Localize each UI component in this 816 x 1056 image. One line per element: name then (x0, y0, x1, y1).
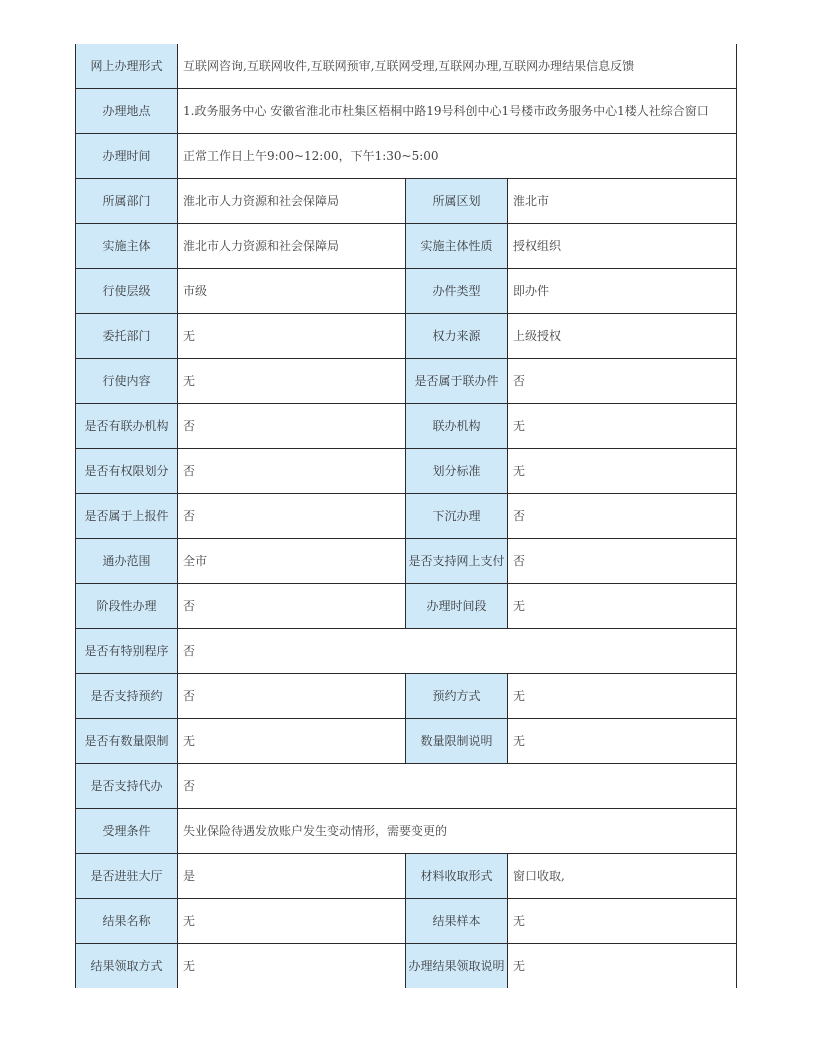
quantity-limit-value: 无 (178, 718, 406, 763)
table-row (76, 853, 737, 898)
region-label: 所属区划 (406, 178, 508, 223)
condition-label: 受理条件 (76, 808, 178, 853)
entrusted-value: 无 (178, 313, 406, 358)
joint-case-label: 是否属于联办件 (406, 358, 508, 403)
table-row (76, 448, 737, 493)
time-period-label: 办理时间段 (406, 583, 508, 628)
result-pickup-note-label: 办理结果领取说明 (406, 943, 508, 988)
sink-value: 否 (508, 493, 737, 538)
case-type-label: 办件类型 (406, 268, 508, 313)
region-value: 淮北市 (508, 178, 737, 223)
appointment-method-label: 预约方式 (406, 673, 508, 718)
result-pickup-value: 无 (178, 943, 406, 988)
power-source-label: 权力来源 (406, 313, 508, 358)
table-row (76, 583, 737, 628)
division-flag-value: 否 (178, 448, 406, 493)
power-source-value: 上级授权 (508, 313, 737, 358)
online-payment-value: 否 (508, 538, 737, 583)
appointment-method-value: 无 (508, 673, 737, 718)
time-period-value: 无 (508, 583, 737, 628)
table-row (76, 898, 737, 943)
table-row (76, 673, 737, 718)
proxy-label: 是否支持代办 (76, 763, 178, 808)
subject-nature-label: 实施主体性质 (406, 223, 508, 268)
location-label: 办理地点 (76, 88, 178, 133)
result-name-value: 无 (178, 898, 406, 943)
report-label: 是否属于上报件 (76, 493, 178, 538)
proxy-value: 否 (178, 763, 737, 808)
quantity-note-label: 数量限制说明 (406, 718, 508, 763)
division-flag-label: 是否有权限划分 (76, 448, 178, 493)
joint-case-value: 否 (508, 358, 737, 403)
table-row (76, 268, 737, 313)
scope-label: 通办范围 (76, 538, 178, 583)
table-row (76, 493, 737, 538)
table-row (76, 178, 737, 223)
quantity-limit-label: 是否有数量限制 (76, 718, 178, 763)
table-row (76, 313, 737, 358)
report-value: 否 (178, 493, 406, 538)
appointment-value: 否 (178, 673, 406, 718)
result-sample-value: 无 (508, 898, 737, 943)
table-row (76, 223, 737, 268)
result-pickup-label: 结果领取方式 (76, 943, 178, 988)
table-row (76, 538, 737, 583)
department-value: 淮北市人力资源和社会保障局 (178, 178, 406, 223)
phased-value: 否 (178, 583, 406, 628)
online-form-value: 互联网咨询,互联网收件,互联网预审,互联网受理,互联网办理,互联网办理结果信息反馈 (178, 44, 737, 88)
hours-label: 办理时间 (76, 133, 178, 178)
appointment-label: 是否支持预约 (76, 673, 178, 718)
subject-value: 淮北市人力资源和社会保障局 (178, 223, 406, 268)
level-label: 行使层级 (76, 268, 178, 313)
content-value: 无 (178, 358, 406, 403)
table-row (76, 403, 737, 448)
special-procedure-label: 是否有特别程序 (76, 628, 178, 673)
result-pickup-note-value: 无 (508, 943, 737, 988)
subject-label: 实施主体 (76, 223, 178, 268)
division-standard-label: 划分标准 (406, 448, 508, 493)
result-sample-label: 结果样本 (406, 898, 508, 943)
table-row (76, 718, 737, 763)
table-row (76, 808, 737, 853)
table-row (76, 88, 737, 133)
scope-value: 全市 (178, 538, 406, 583)
level-value: 市级 (178, 268, 406, 313)
department-label: 所属部门 (76, 178, 178, 223)
location-value: 1.政务服务中心 安徽省淮北市杜集区梧桐中路19号科创中心1号楼市政务服务中心1楼人社综合窗口 (178, 88, 737, 133)
table-row (76, 133, 737, 178)
subject-nature-value: 授权组织 (508, 223, 737, 268)
result-name-label: 结果名称 (76, 898, 178, 943)
material-form-value: 窗口收取, (508, 853, 737, 898)
joint-org-label: 联办机构 (406, 403, 508, 448)
division-standard-value: 无 (508, 448, 737, 493)
hours-value: 正常工作日上午9:00~12:00，下午1:30~5:00 (178, 133, 737, 178)
entrusted-label: 委托部门 (76, 313, 178, 358)
content-label: 行使内容 (76, 358, 178, 403)
table-row (76, 358, 737, 403)
special-procedure-value: 否 (178, 628, 737, 673)
online-payment-label: 是否支持网上支付 (406, 538, 508, 583)
phased-label: 阶段性办理 (76, 583, 178, 628)
table-row (76, 763, 737, 808)
table-row (76, 44, 737, 88)
service-info-table (75, 44, 737, 988)
material-form-label: 材料收取形式 (406, 853, 508, 898)
joint-org-flag-label: 是否有联办机构 (76, 403, 178, 448)
hall-label: 是否进驻大厅 (76, 853, 178, 898)
joint-org-flag-value: 否 (178, 403, 406, 448)
hall-value: 是 (178, 853, 406, 898)
online-form-label: 网上办理形式 (76, 44, 178, 88)
joint-org-value: 无 (508, 403, 737, 448)
table-row (76, 943, 737, 988)
sink-label: 下沉办理 (406, 493, 508, 538)
table-row (76, 628, 737, 673)
condition-value: 失业保险待遇发放账户发生变动情形，需要变更的 (178, 808, 737, 853)
quantity-note-value: 无 (508, 718, 737, 763)
case-type-value: 即办件 (508, 268, 737, 313)
